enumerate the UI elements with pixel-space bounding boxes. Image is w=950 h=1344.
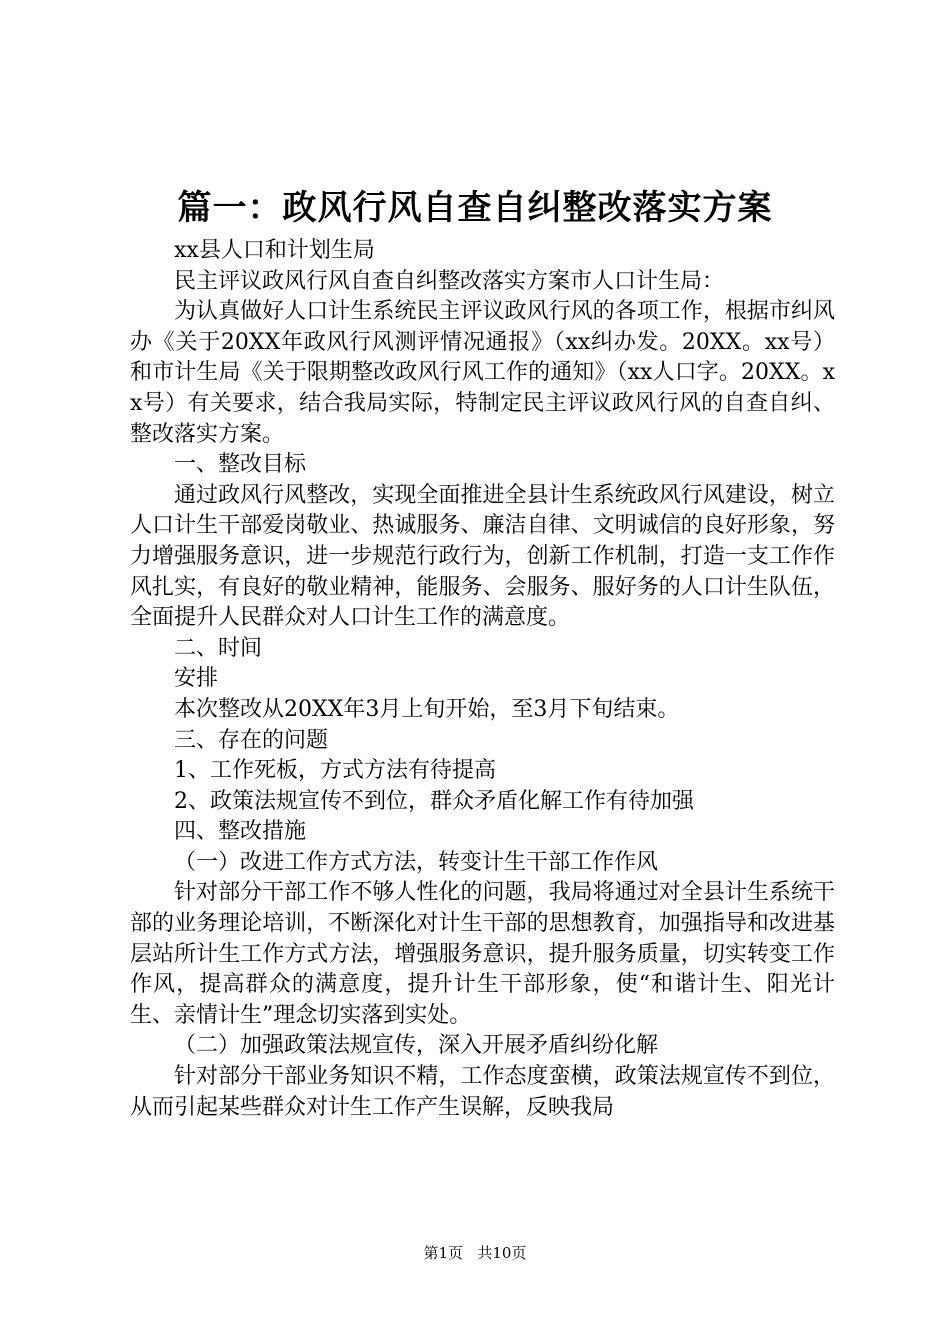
paragraph: 通过政风行风整改，实现全面推进全县计生系统政风行风建设，树立人口计生干部爱岗敬业、热诚服务、廉洁自律、文明诚信的良好形象，努力增强服务意识，进一步规范行政行为，创新工作机制，打造一支工作作风扎实，有良好的敬业精神，能服务、会服务、服好务的人口计生队伍，全面提升人民群众对人口计生工作的满意度。 [130,482,835,631]
paragraph: 本次整改从20XX年3月上旬开始，至3月下旬结束。 [174,696,680,722]
paragraph: xx县人口和计划生局 [174,238,375,263]
paragraph: 民主评议政风行风自查自纠整改落实方案市人口计生局： [174,268,725,294]
subsection-heading: （一）改进工作方式方法，转变计生干部工作作风 [174,849,659,875]
document-title: 篇一：政风行风自查自纠整改落实方案 [177,188,773,228]
paragraph: 针对部分干部业务知识不精，工作态度蛮横，政策法规宣传不到位，从而引起某些群众对计生工作产生误解，反映我局 [130,1064,835,1120]
page-footer [0,1243,950,1263]
paragraph: 针对部分干部工作不够人性化的问题，我局将通过对全县计生系统干部的业务理论培训，不断深化对计生干部的思想教育，加强指导和改进基层站所计生工作方式方法，增强服务意识，提升服务质量，切实转变工作作风，提高群众的满意度，提升计生干部形象，使“和谐计生、阳光计生、亲情计生”理念切实落到实处。 [130,880,835,1028]
section-heading: 一、整改目标 [174,452,307,478]
section-heading: 四、整改措施 [174,819,307,845]
list-item: 1、工作死板，方式方法有待提高 [174,758,496,784]
paragraph: 安排 [174,666,219,692]
paragraph: 为认真做好人口计生系统民主评议政风行风的各项工作，根据市纠风办《关于20XX年政风行风测评情况通报》（xx纠办发。20XX。xx号）和市计生局《关于限期整改政风行风工作的通知》（xx人口字。20XX。xx号）有关要求，结合我局实际，特制定民主评议政风行风的自查自纠、整改落实方案。 [130,299,835,447]
list-item: 2、政策法规宣传不到位，群众矛盾化解工作有待加强 [174,788,694,814]
page-number: 第1页 [423,1244,464,1262]
section-heading: 三、存在的问题 [174,727,329,753]
subsection-heading: （二）加强政策法规宣传，深入开展矛盾纠纷化解 [174,1033,659,1059]
page-total: 共10页 [477,1244,527,1262]
document-body [130,236,835,1123]
section-heading: 二、时间 [174,635,263,661]
